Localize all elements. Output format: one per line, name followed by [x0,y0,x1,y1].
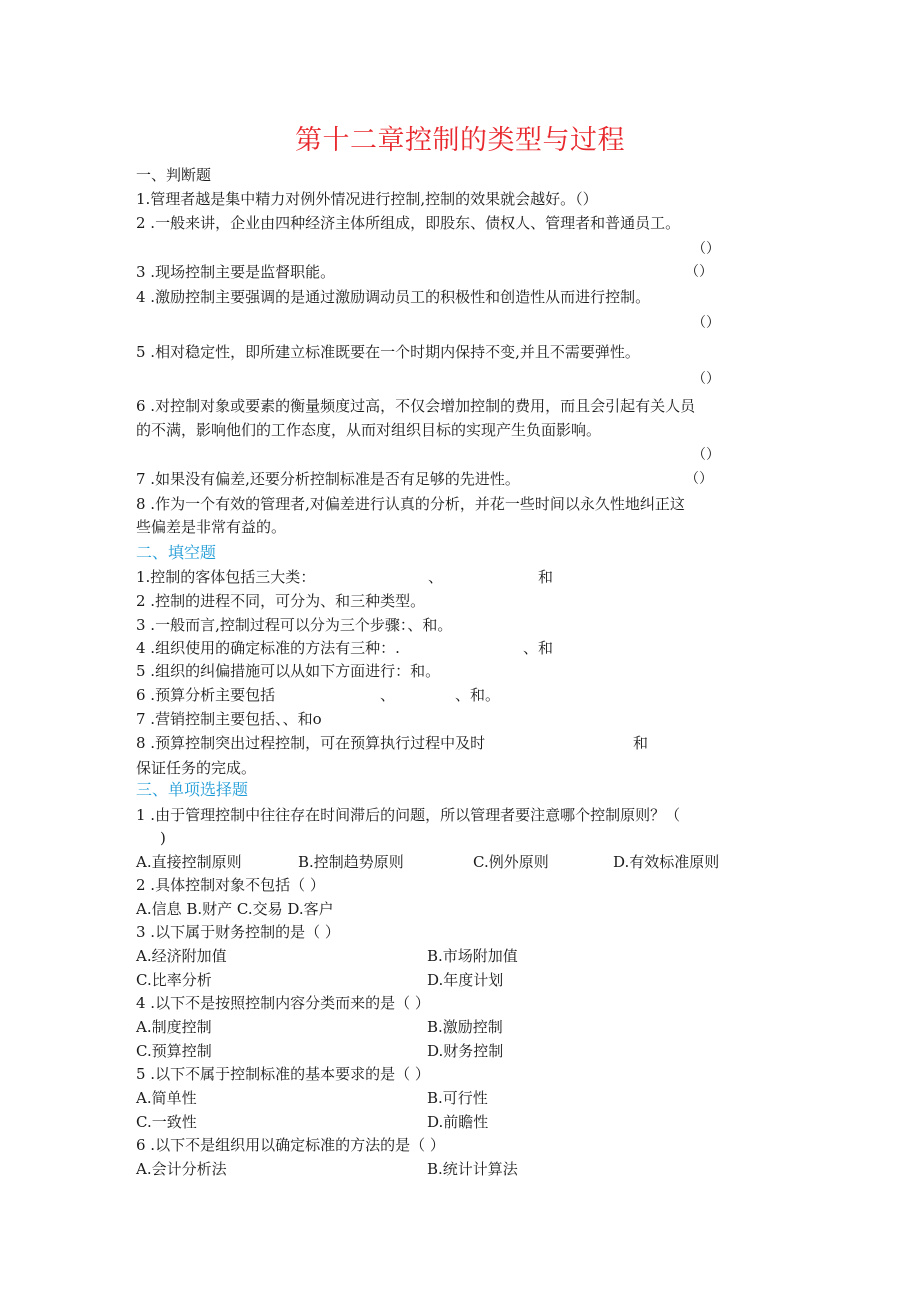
section-heading-choice: 三、单项选择题 [136,780,249,799]
choice-q4-option-c: C.预算控制 [136,1042,212,1060]
choice-q1-option-b: B.控制趋势原则 [298,853,404,871]
choice-q5: 5 .以下不属于控制标准的基本要求的是（ ） [136,1065,430,1083]
judge-q5-paren: （） [692,371,720,387]
choice-q1-option-c: C.例外原则 [473,853,549,871]
judge-q4: 4 .激励控制主要强调的是通过激励调动员工的积极性和创造性从而进行控制。 [136,288,651,306]
choice-q1-line2: ) [160,829,166,847]
choice-q3-option-b: B.市场附加值 [427,947,518,965]
judge-q2-paren: （） [692,241,720,257]
choice-q5-option-c: C.一致性 [136,1113,197,1131]
fill-q1-separator: 、 [428,568,444,586]
choice-q1-line1: 1 .由于管理控制中往往存在时间滞后的问题，所以管理者要注意哪个控制原则？（ [136,806,681,824]
judge-q5: 5 .相对稳定性，即所建立标准既要在一个时期内保持不变,并且不需要弹性。 [136,343,640,361]
choice-q3-option-c: C.比率分析 [136,971,212,989]
fill-q8-line2: 保证任务的完成。 [136,759,257,777]
judge-q6-paren: （） [692,447,720,463]
judge-q3-paren: （） [685,264,713,280]
fill-q3: 3 .一般而言,控制过程可以分为三个步骤：、和。 [136,616,453,634]
judge-q6-line1: 6 .对控制对象或要素的衡量频度过高，不仅会增加控制的费用，而且会引起有关人员 [136,397,696,415]
choice-q6-option-a: A.会计分析法 [136,1160,227,1178]
choice-q4-option-a: A.制度控制 [136,1018,212,1036]
judge-q7-paren: （） [685,471,713,487]
fill-q1: 1.控制的客体包括三大类： [136,568,316,586]
judge-q2: 2 .一般来讲，企业由四种经济主体所组成，即股东、债权人、管理者和普通员工。 [136,214,681,232]
section-heading-judge: 一、判断题 [136,166,212,184]
section-heading-fill: 二、填空题 [136,543,217,562]
choice-q4-option-d: D.财务控制 [427,1042,504,1060]
fill-q1-and: 和 [538,568,554,586]
fill-q6-separator: 、 [380,686,396,704]
fill-q4-tail: 、和 [523,639,554,657]
judge-q1: 1.管理者越是集中精力对例外情况进行控制,控制的效果就会越好。（） [136,190,598,208]
judge-q7: 7 .如果没有偏差,还要分析控制标准是否有足够的先进性。 [136,470,520,488]
judge-q8-line1: 8 .作为一个有效的管理者,对偏差进行认真的分析，并花一些时间以永久性地纠正这 [136,495,685,513]
choice-q6: 6 .以下不是组织用以确定标准的方法的是（ ） [136,1136,445,1154]
page-title: 第十二章控制的类型与过程 [295,125,625,156]
fill-q8: 8 .预算控制突出过程控制，可在预算执行过程中及时 [136,734,486,752]
fill-q5: 5 .组织的纠偏措施可以从如下方面进行：和。 [136,662,441,680]
choice-q5-option-a: A.简单性 [136,1089,197,1107]
choice-q1-option-a: A.直接控制原则 [136,853,242,871]
choice-q6-option-b: B.统计计算法 [427,1160,518,1178]
judge-q4-paren: （） [692,315,720,331]
choice-q5-option-b: B.可行性 [427,1089,488,1107]
judge-q6-line2: 的不满，影响他们的工作态度，从而对组织目标的实现产生负面影响。 [136,421,602,439]
choice-q3-option-d: D.年度计划 [427,971,504,989]
fill-q4: 4 .组织使用的确定标准的方法有三种：. [136,639,400,657]
fill-q7: 7 .营销控制主要包括、、和o [136,710,322,728]
choice-q5-option-d: D.前瞻性 [427,1113,489,1131]
fill-q6: 6 .预算分析主要包括 [136,686,276,704]
choice-q3: 3 .以下属于财务控制的是（ ） [136,923,340,941]
choice-q2: 2 .具体控制对象不包括（ ） [136,876,325,894]
fill-q2: 2 .控制的进程不同，可分为、和三种类型。 [136,592,426,610]
choice-q3-option-a: A.经济附加值 [136,947,227,965]
choice-q4: 4 .以下不是按照控制内容分类而来的是（ ） [136,994,430,1012]
fill-q8-and: 和 [633,734,649,752]
judge-q8-line2: 些偏差是非常有益的。 [136,518,287,536]
fill-q6-tail: 、和。 [455,686,501,704]
choice-q2-options: A.信息 B.财产 C.交易 D.客户 [136,900,334,918]
choice-q4-option-b: B.激励控制 [427,1018,503,1036]
judge-q3: 3 .现场控制主要是监督职能。 [136,263,336,281]
choice-q1-option-d: D.有效标准原则 [613,853,720,871]
